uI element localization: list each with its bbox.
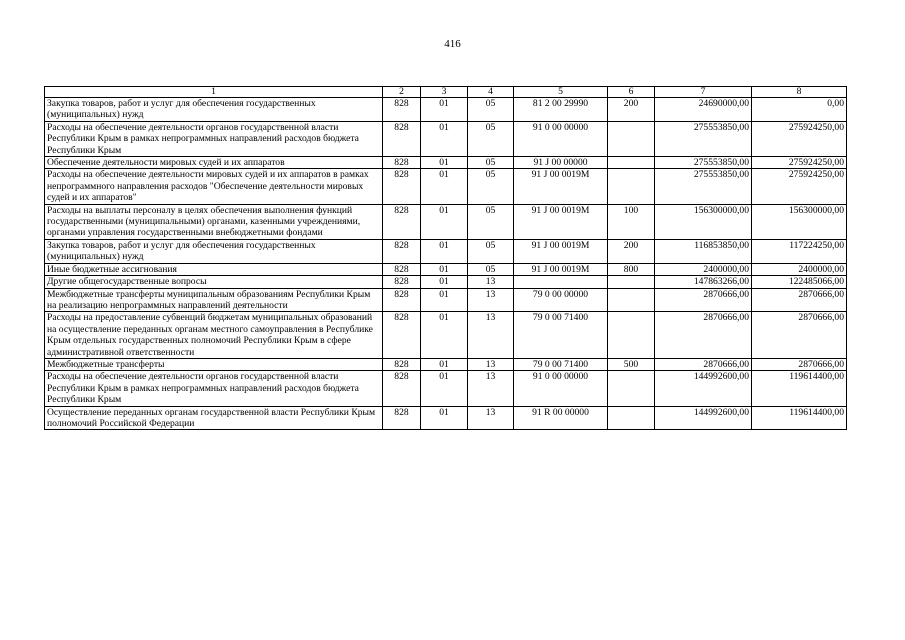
expense-type-code-cell: [608, 121, 655, 156]
amount-year-2-cell: 2870666,00: [752, 312, 847, 359]
ministry-code-cell: 828: [383, 263, 421, 275]
expense-name-cell: Расходы на предоставление субвенций бюджетам муниципальных образований на осуществление переданных органам местного самоуправления в Республике Крым отдельных государственных полномочий Республики Крым в сфере административной ответственности: [45, 312, 383, 359]
table-row: [45, 288, 847, 312]
target-article-code-cell: 79 0 00 00000: [514, 288, 608, 312]
amount-year-2-cell: 117224250,00: [752, 239, 847, 263]
amount-year-1-cell: 275553850,00: [655, 169, 752, 204]
page-number: 416: [444, 38, 461, 50]
target-article-code-cell: 91 J 00 0019M: [514, 204, 608, 239]
expense-name-cell: Осуществление переданных органам государственной власти Республики Крым полномочий Российской Федерации: [45, 406, 383, 430]
ministry-code-cell: 828: [383, 358, 421, 370]
table-row: [45, 276, 847, 288]
ministry-code-cell: 828: [383, 406, 421, 430]
expense-type-code-cell: [608, 371, 655, 406]
expense-type-code-cell: [608, 169, 655, 204]
target-article-code-cell: 81 2 00 29990: [514, 98, 608, 122]
column-header-2: 2: [383, 87, 421, 98]
amount-year-1-cell: 147863266,00: [655, 276, 752, 288]
amount-year-1-cell: 275553850,00: [655, 121, 752, 156]
amount-year-2-cell: 275924250,00: [752, 169, 847, 204]
subsection-code-cell: 05: [468, 263, 514, 275]
subsection-code-cell: 05: [468, 121, 514, 156]
expense-name-cell: Расходы на обеспечение деятельности мировых судей и их аппаратов в рамках непрограммного направления расходов "Обеспечение деятельности мировых судей и их аппаратов": [45, 169, 383, 204]
expense-name-cell: Закупка товаров, работ и услуг для обеспечения государственных (муниципальных) нужд: [45, 98, 383, 122]
subsection-code-cell: 13: [468, 288, 514, 312]
expense-name-cell: Закупка товаров, работ и услуг для обеспечения государственных (муниципальных) нужд: [45, 239, 383, 263]
expense-name-cell: Межбюджетные трансферты муниципальным образованиям Республики Крым на реализацию непрограммных направлений деятельности: [45, 288, 383, 312]
table-row: [45, 263, 847, 275]
section-code-cell: 01: [421, 276, 468, 288]
subsection-code-cell: 13: [468, 358, 514, 370]
table-row: [45, 98, 847, 122]
column-header-4: 4: [468, 87, 514, 98]
subsection-code-cell: 05: [468, 157, 514, 169]
table-row: [45, 121, 847, 156]
table-row: [45, 204, 847, 239]
table-row: [45, 371, 847, 406]
expense-type-code-cell: 100: [608, 204, 655, 239]
column-header-8: 8: [752, 87, 847, 98]
budget-table: [44, 86, 847, 430]
subsection-code-cell: 05: [468, 239, 514, 263]
amount-year-1-cell: 275553850,00: [655, 157, 752, 169]
table-header: [45, 87, 847, 98]
section-code-cell: 01: [421, 406, 468, 430]
section-code-cell: 01: [421, 169, 468, 204]
section-code-cell: 01: [421, 371, 468, 406]
amount-year-2-cell: 275924250,00: [752, 157, 847, 169]
table-row: [45, 169, 847, 204]
target-article-code-cell: 91 0 00 00000: [514, 371, 608, 406]
subsection-code-cell: 05: [468, 204, 514, 239]
target-article-code-cell: 91 R 00 00000: [514, 406, 608, 430]
target-article-code-cell: [514, 276, 608, 288]
amount-year-1-cell: 156300000,00: [655, 204, 752, 239]
subsection-code-cell: 13: [468, 276, 514, 288]
table-row: [45, 157, 847, 169]
ministry-code-cell: 828: [383, 312, 421, 359]
target-article-code-cell: 91 J 00 00000: [514, 157, 608, 169]
table-body: [45, 98, 847, 430]
expense-name-cell: Другие общегосударственные вопросы: [45, 276, 383, 288]
subsection-code-cell: 13: [468, 406, 514, 430]
subsection-code-cell: 05: [468, 169, 514, 204]
section-code-cell: 01: [421, 239, 468, 263]
table-row: [45, 239, 847, 263]
amount-year-1-cell: 144992600,00: [655, 406, 752, 430]
expense-type-code-cell: [608, 288, 655, 312]
expense-type-code-cell: [608, 276, 655, 288]
column-header-1: 1: [45, 87, 383, 98]
table-row: [45, 358, 847, 370]
expense-type-code-cell: 200: [608, 98, 655, 122]
expense-name-cell: Обеспечение деятельности мировых судей и их аппаратов: [45, 157, 383, 169]
ministry-code-cell: 828: [383, 121, 421, 156]
expense-type-code-cell: 800: [608, 263, 655, 275]
section-code-cell: 01: [421, 204, 468, 239]
amount-year-1-cell: 2870666,00: [655, 358, 752, 370]
amount-year-2-cell: 156300000,00: [752, 204, 847, 239]
expense-name-cell: Межбюджетные трансферты: [45, 358, 383, 370]
amount-year-2-cell: 275924250,00: [752, 121, 847, 156]
expense-type-code-cell: 200: [608, 239, 655, 263]
expense-type-code-cell: [608, 157, 655, 169]
amount-year-2-cell: 122485066,00: [752, 276, 847, 288]
amount-year-1-cell: 2400000,00: [655, 263, 752, 275]
target-article-code-cell: 91 J 00 0019M: [514, 239, 608, 263]
target-article-code-cell: 79 0 00 71400: [514, 358, 608, 370]
subsection-code-cell: 05: [468, 98, 514, 122]
amount-year-1-cell: 144992600,00: [655, 371, 752, 406]
section-code-cell: 01: [421, 358, 468, 370]
section-code-cell: 01: [421, 157, 468, 169]
expense-name-cell: Расходы на выплаты персоналу в целях обеспечения выполнения функций государственными (муниципальными) органами, казенными учреждениями, органами управления государственными внебюджетными фондами: [45, 204, 383, 239]
header-row: [45, 87, 847, 98]
section-code-cell: 01: [421, 312, 468, 359]
column-header-3: 3: [421, 87, 468, 98]
expense-type-code-cell: [608, 312, 655, 359]
ministry-code-cell: 828: [383, 276, 421, 288]
amount-year-2-cell: 2870666,00: [752, 358, 847, 370]
ministry-code-cell: 828: [383, 288, 421, 312]
subsection-code-cell: 13: [468, 312, 514, 359]
section-code-cell: 01: [421, 288, 468, 312]
target-article-code-cell: 91 J 00 0019M: [514, 169, 608, 204]
ministry-code-cell: 828: [383, 239, 421, 263]
amount-year-2-cell: 119614400,00: [752, 406, 847, 430]
amount-year-2-cell: 0,00: [752, 98, 847, 122]
amount-year-1-cell: 2870666,00: [655, 288, 752, 312]
column-header-5: 5: [514, 87, 608, 98]
amount-year-1-cell: 24690000,00: [655, 98, 752, 122]
section-code-cell: 01: [421, 98, 468, 122]
expense-name-cell: Расходы на обеспечение деятельности органов государственной власти Республики Крым в рамках непрограммных направлений расходов бюджета Республики Крым: [45, 121, 383, 156]
ministry-code-cell: 828: [383, 157, 421, 169]
target-article-code-cell: 91 0 00 00000: [514, 121, 608, 156]
amount-year-1-cell: 116853850,00: [655, 239, 752, 263]
amount-year-2-cell: 2870666,00: [752, 288, 847, 312]
target-article-code-cell: 79 0 00 71400: [514, 312, 608, 359]
ministry-code-cell: 828: [383, 204, 421, 239]
section-code-cell: 01: [421, 121, 468, 156]
target-article-code-cell: 91 J 00 0019M: [514, 263, 608, 275]
ministry-code-cell: 828: [383, 371, 421, 406]
subsection-code-cell: 13: [468, 371, 514, 406]
column-header-6: 6: [608, 87, 655, 98]
column-header-7: 7: [655, 87, 752, 98]
ministry-code-cell: 828: [383, 98, 421, 122]
expense-type-code-cell: [608, 406, 655, 430]
expense-name-cell: Расходы на обеспечение деятельности органов государственной власти Республики Крым в рамках непрограммных направлений расходов бюджета Республики Крым: [45, 371, 383, 406]
expense-type-code-cell: 500: [608, 358, 655, 370]
amount-year-2-cell: 119614400,00: [752, 371, 847, 406]
amount-year-2-cell: 2400000,00: [752, 263, 847, 275]
section-code-cell: 01: [421, 263, 468, 275]
expense-name-cell: Иные бюджетные ассигнования: [45, 263, 383, 275]
ministry-code-cell: 828: [383, 169, 421, 204]
table-row: [45, 406, 847, 430]
amount-year-1-cell: 2870666,00: [655, 312, 752, 359]
table-row: [45, 312, 847, 359]
